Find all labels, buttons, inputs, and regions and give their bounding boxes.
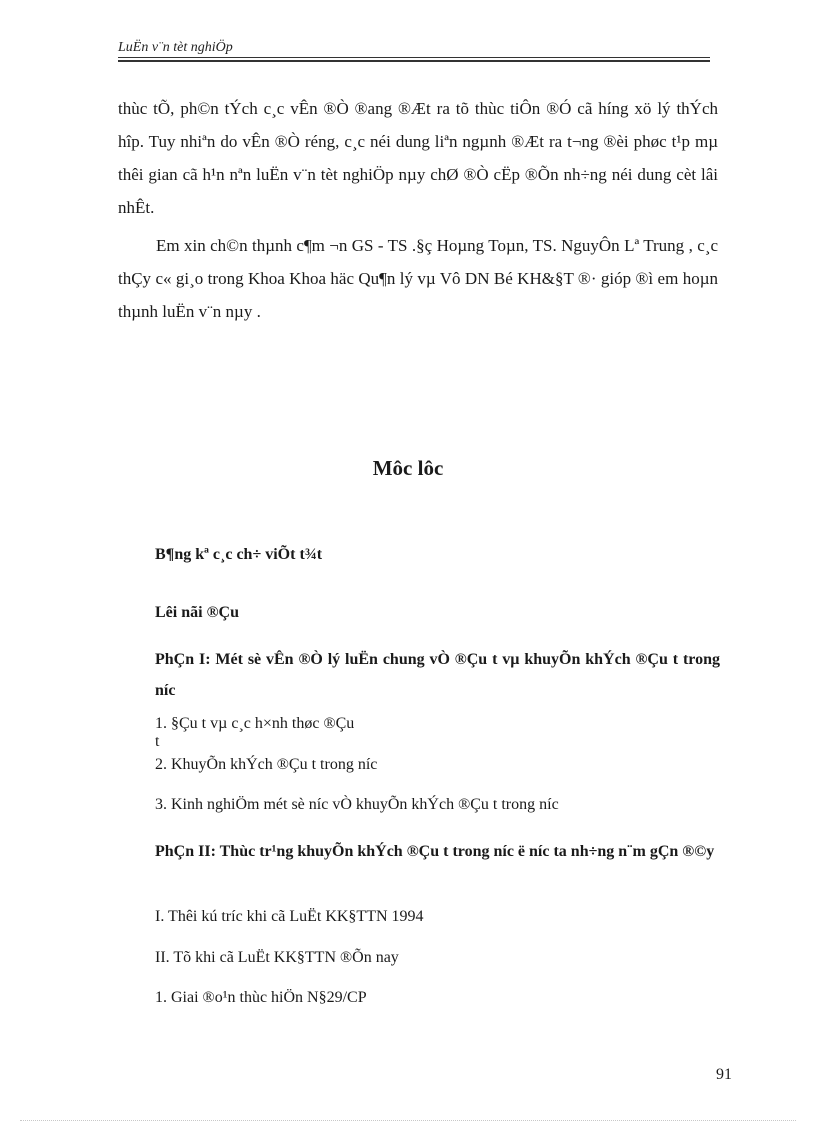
toc-item-1-3: 3. Kinh nghiÖm mét sè níc vÒ khuyÕn khÝch ®Çu t trong níc — [155, 796, 559, 813]
body-paragraph-1: thùc tÕ, ph©n tÝch c¸c vÊn ®Ò ®ang ®Æt ra tõ thùc tiÔn ®Ó cã híng xö lý thÝch hîp. Tuy nhiªn do vÊn ®Ò réng, c¸c néi dung liªn ngµnh ®Æt ra t¬ng ®èi phøc t¹p mµ thêi gian cã h¹n nªn luËn v¨n tèt nghiÖp nµy chØ ®Ò cËp ®Õn nh÷ng néi dung cèt lâi nhÊt. — [118, 99, 718, 217]
toc-item-1-2: 2. KhuyÕn khÝch ®Çu t trong níc — [155, 756, 378, 773]
toc-item-2-i: I. Thêi kú tríc khi cã LuËt KK§TTN 1994 — [155, 908, 424, 925]
running-header: LuËn v¨n tèt nghiÖp — [118, 40, 233, 55]
page-bottom-border — [20, 1120, 796, 1121]
toc-item-part-2: PhÇn II: Thùc tr¹ng khuyÕn khÝch ®Çu t trong níc ë níc ta nh÷ng n¨m gÇn ®©y — [155, 843, 715, 860]
header-rule-thick — [118, 60, 710, 62]
header-rule — [118, 57, 710, 58]
body-paragraph-2: Em xin ch©n thµnh c¶m ¬n GS - TS .§ç Hoµng Toµn, TS. NguyÔn Lª Trung , c¸c thÇy c« gi¸o trong Khoa Khoa häc Qu¶n lý vµ Vô DN Bé KH&§T ®· gióp ®ì em hoµn thµnh luËn v¨n nµy . — [118, 236, 718, 321]
toc-item-abbreviations: B¶ng kª c¸c ch÷ viÕt t¾t — [155, 546, 323, 563]
toc-title: Môc lôc — [372, 456, 444, 480]
toc-item-1-1: 1. §Çu t vµ c¸c h×nh thøc ®Çu t — [155, 715, 355, 750]
page-number: 91 — [716, 1066, 732, 1083]
toc-item-2-ii: II. Tõ khi cã LuËt KK§TTN ®Õn nay — [155, 949, 399, 966]
toc-item-2-ii-1: 1. Giai ®o¹n thùc hiÖn N§29/CP — [155, 989, 367, 1006]
toc-item-part-1: PhÇn I: Mét sè vÊn ®Ò lý luËn chung vÒ ®Çu t vµ khuyÕn khÝch ®Çu t trong níc — [155, 651, 720, 699]
toc-item-preface: Lêi nãi ®Çu — [155, 604, 239, 621]
